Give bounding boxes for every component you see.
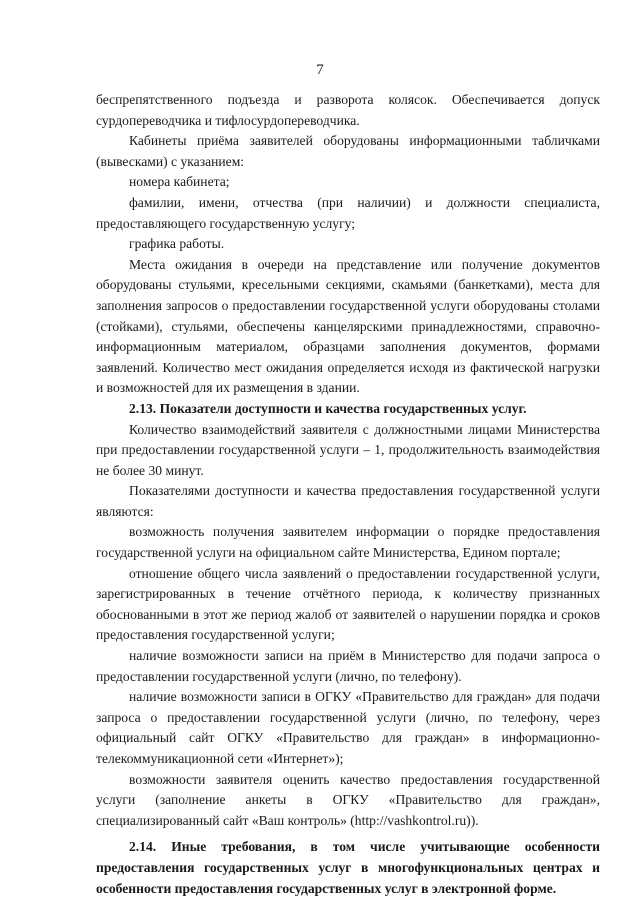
paragraph: Места ожидания в очереди на представление или получение документов оборудованы стульями, кресельными секциями, скамьями (банкетками), места для заполнения запросов о предоставлении государственной услуги оборудованы столами (стойками), стульями, обеспечены канцелярскими принадлежностями, справочно-информационным материалом, образцами заполнения документов, формами заявлений. Количество мест ожидания определяется исходя из фактической нагрузки и возможностей для их размещения в здании. (96, 256, 600, 396)
paragraph: Кабинеты приёма заявителей оборудованы информационными табличками (вывесками) с указанием: (96, 133, 600, 169)
document-body (96, 90, 600, 899)
paragraph: Количество взаимодействий заявителя с должностными лицами Министерства при предоставлении государственной услуги – 1, продолжительность взаимодействия не более 30 минут. (96, 421, 600, 478)
paragraph: возможности заявителя оценить качество предоставления государственной услуги (заполнение анкеты в ОГКУ «Правительство для граждан», специализированный сайт «Ваш контроль» (http://vashkontrol.ru)). (96, 771, 600, 828)
page-number: 7 (316, 62, 324, 78)
paragraph: отношение общего числа заявлений о предоставлении государственной услуги, зарегистрированных в течение отчётного периода, к количеству признанных обоснованными в этот же период жалоб от заявителей о нарушении порядка и сроков предоставления государственной услуги; (96, 565, 600, 643)
paragraph: номера кабинета; (129, 174, 230, 190)
paragraph: графика работы. (129, 236, 225, 252)
section-heading: 2.14. Иные требования, в том числе учитывающие особенности предоставления государственных услуг в многофункциональных центрах и особенности предоставления государственных услуг в электронной форме. (96, 839, 600, 896)
paragraph: фамилии, имени, отчества (при наличии) и должности специалиста, предоставляющего государственную услугу; (96, 194, 600, 231)
paragraph: возможность получения заявителем информации о порядке предоставления государственной услуги на официальном сайте Министерства, Едином портале; (96, 524, 600, 561)
paragraph: наличие возможности записи на приём в Министерство для подачи запроса о предоставлении государственной услуги (лично, по телефону). (96, 648, 600, 684)
paragraph: наличие возможности записи в ОГКУ «Правительство для граждан» для подачи запроса о предоставлении государственной услуги (лично, по телефону, через официальный сайт ОГКУ «Правительство для граждан» в информационно-телекоммуникационной сети «Интернет»); (96, 689, 600, 766)
section-heading: 2.13. Показатели доступности и качества государственных услуг. (129, 400, 527, 416)
paragraph: Показателями доступности и качества предоставления государственной услуги являются: (96, 483, 600, 519)
paragraph: беспрепятственного подъезда и разворота колясок. Обеспечивается допуск сурдопереводчика и тифлосурдопереводчика. (96, 92, 600, 128)
